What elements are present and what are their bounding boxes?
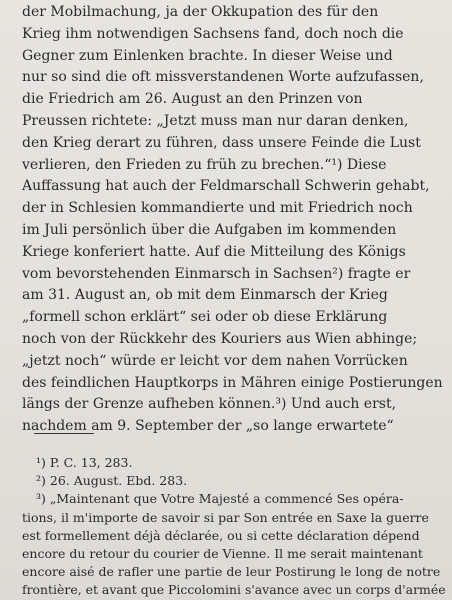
text-line: noch von der Rückkehr des Kouriers aus Wien abhinge;: [22, 330, 418, 347]
text-line: Gegner zum Einlenken brachte. In dieser Weise und: [22, 47, 393, 64]
footnote-3-line: encore aisé de rafler une partie de leur Postirung le long de notre: [22, 564, 441, 580]
footnote-3-line: tions, il m'importe de savoir si par Son entrée en Saxe la guerre: [22, 509, 429, 525]
main-text: [22, 2, 446, 438]
text-line: die Friedrich am 26. August an den Prinzen von: [22, 91, 363, 108]
text-line: „formell schon erklärt“ sei oder ob diese Erklärung: [22, 309, 388, 326]
text-line: im Juli persönlich über die Aufgaben im kommenden: [22, 221, 397, 238]
text-line: des feindlichen Hauptkorps in Mähren einige Postierungen: [22, 374, 443, 391]
footnote-1: ¹) P. C. 13, 283.: [36, 455, 133, 470]
footnote-3-line: frontière, et avant que Piccolomini s'avance avec un corps d'armée: [22, 582, 446, 598]
text-line: nur so sind die oft missverstandenen Worte aufzufassen,: [22, 69, 424, 86]
text-line: Kriege konferiert hatte. Auf die Mitteilung des Königs: [22, 243, 406, 260]
footnotes: [22, 454, 446, 600]
text-line: am 31. August an, ob mit dem Einmarsch der Krieg: [22, 287, 388, 304]
text-line: Auffassung hat auch der Feldmarschall Schwerin gehabt,: [22, 178, 430, 195]
footnote-3-line: est formellement déjà déclarée, ou si cette déclaration dépend: [22, 527, 420, 543]
footnote-separator: [34, 433, 94, 434]
text-line: längs der Grenze aufheben können.³) Und auch erst,: [22, 396, 397, 413]
footnote-2: ²) 26. August. Ebd. 283.: [36, 473, 188, 489]
text-line: der Mobilmachung, ja der Okkupation des für den: [22, 4, 379, 20]
text-line: Krieg ihm notwendigen Sachsens fand, doch noch die: [22, 25, 404, 42]
text-line: nachdem am 9. September der „so lange erwartete“: [22, 418, 394, 435]
text-line: verlieren, den Frieden zu früh zu brechen.“¹) Diese: [22, 156, 387, 173]
footnote-3: ³) „Maintenant que Votre Majesté a commencé Ses opéra-: [36, 491, 404, 507]
text-line: „jetzt noch“ würde er leicht vor dem nahen Vorrücken: [22, 352, 408, 369]
footnote-3-line: encore du retour du courier de Vienne. Il me serait maintenant: [22, 545, 423, 561]
text-line: den Krieg derart zu führen, dass unsere Feinde die Lust: [22, 134, 421, 151]
text-line: der in Schlesien kommandierte und mit Friedrich noch: [22, 200, 413, 217]
text-line: Preussen richtete: „Jetzt muss man nur daran denken,: [22, 112, 409, 129]
text-line: vom bevorstehenden Einmarsch in Sachsen²) fragte er: [22, 265, 411, 282]
